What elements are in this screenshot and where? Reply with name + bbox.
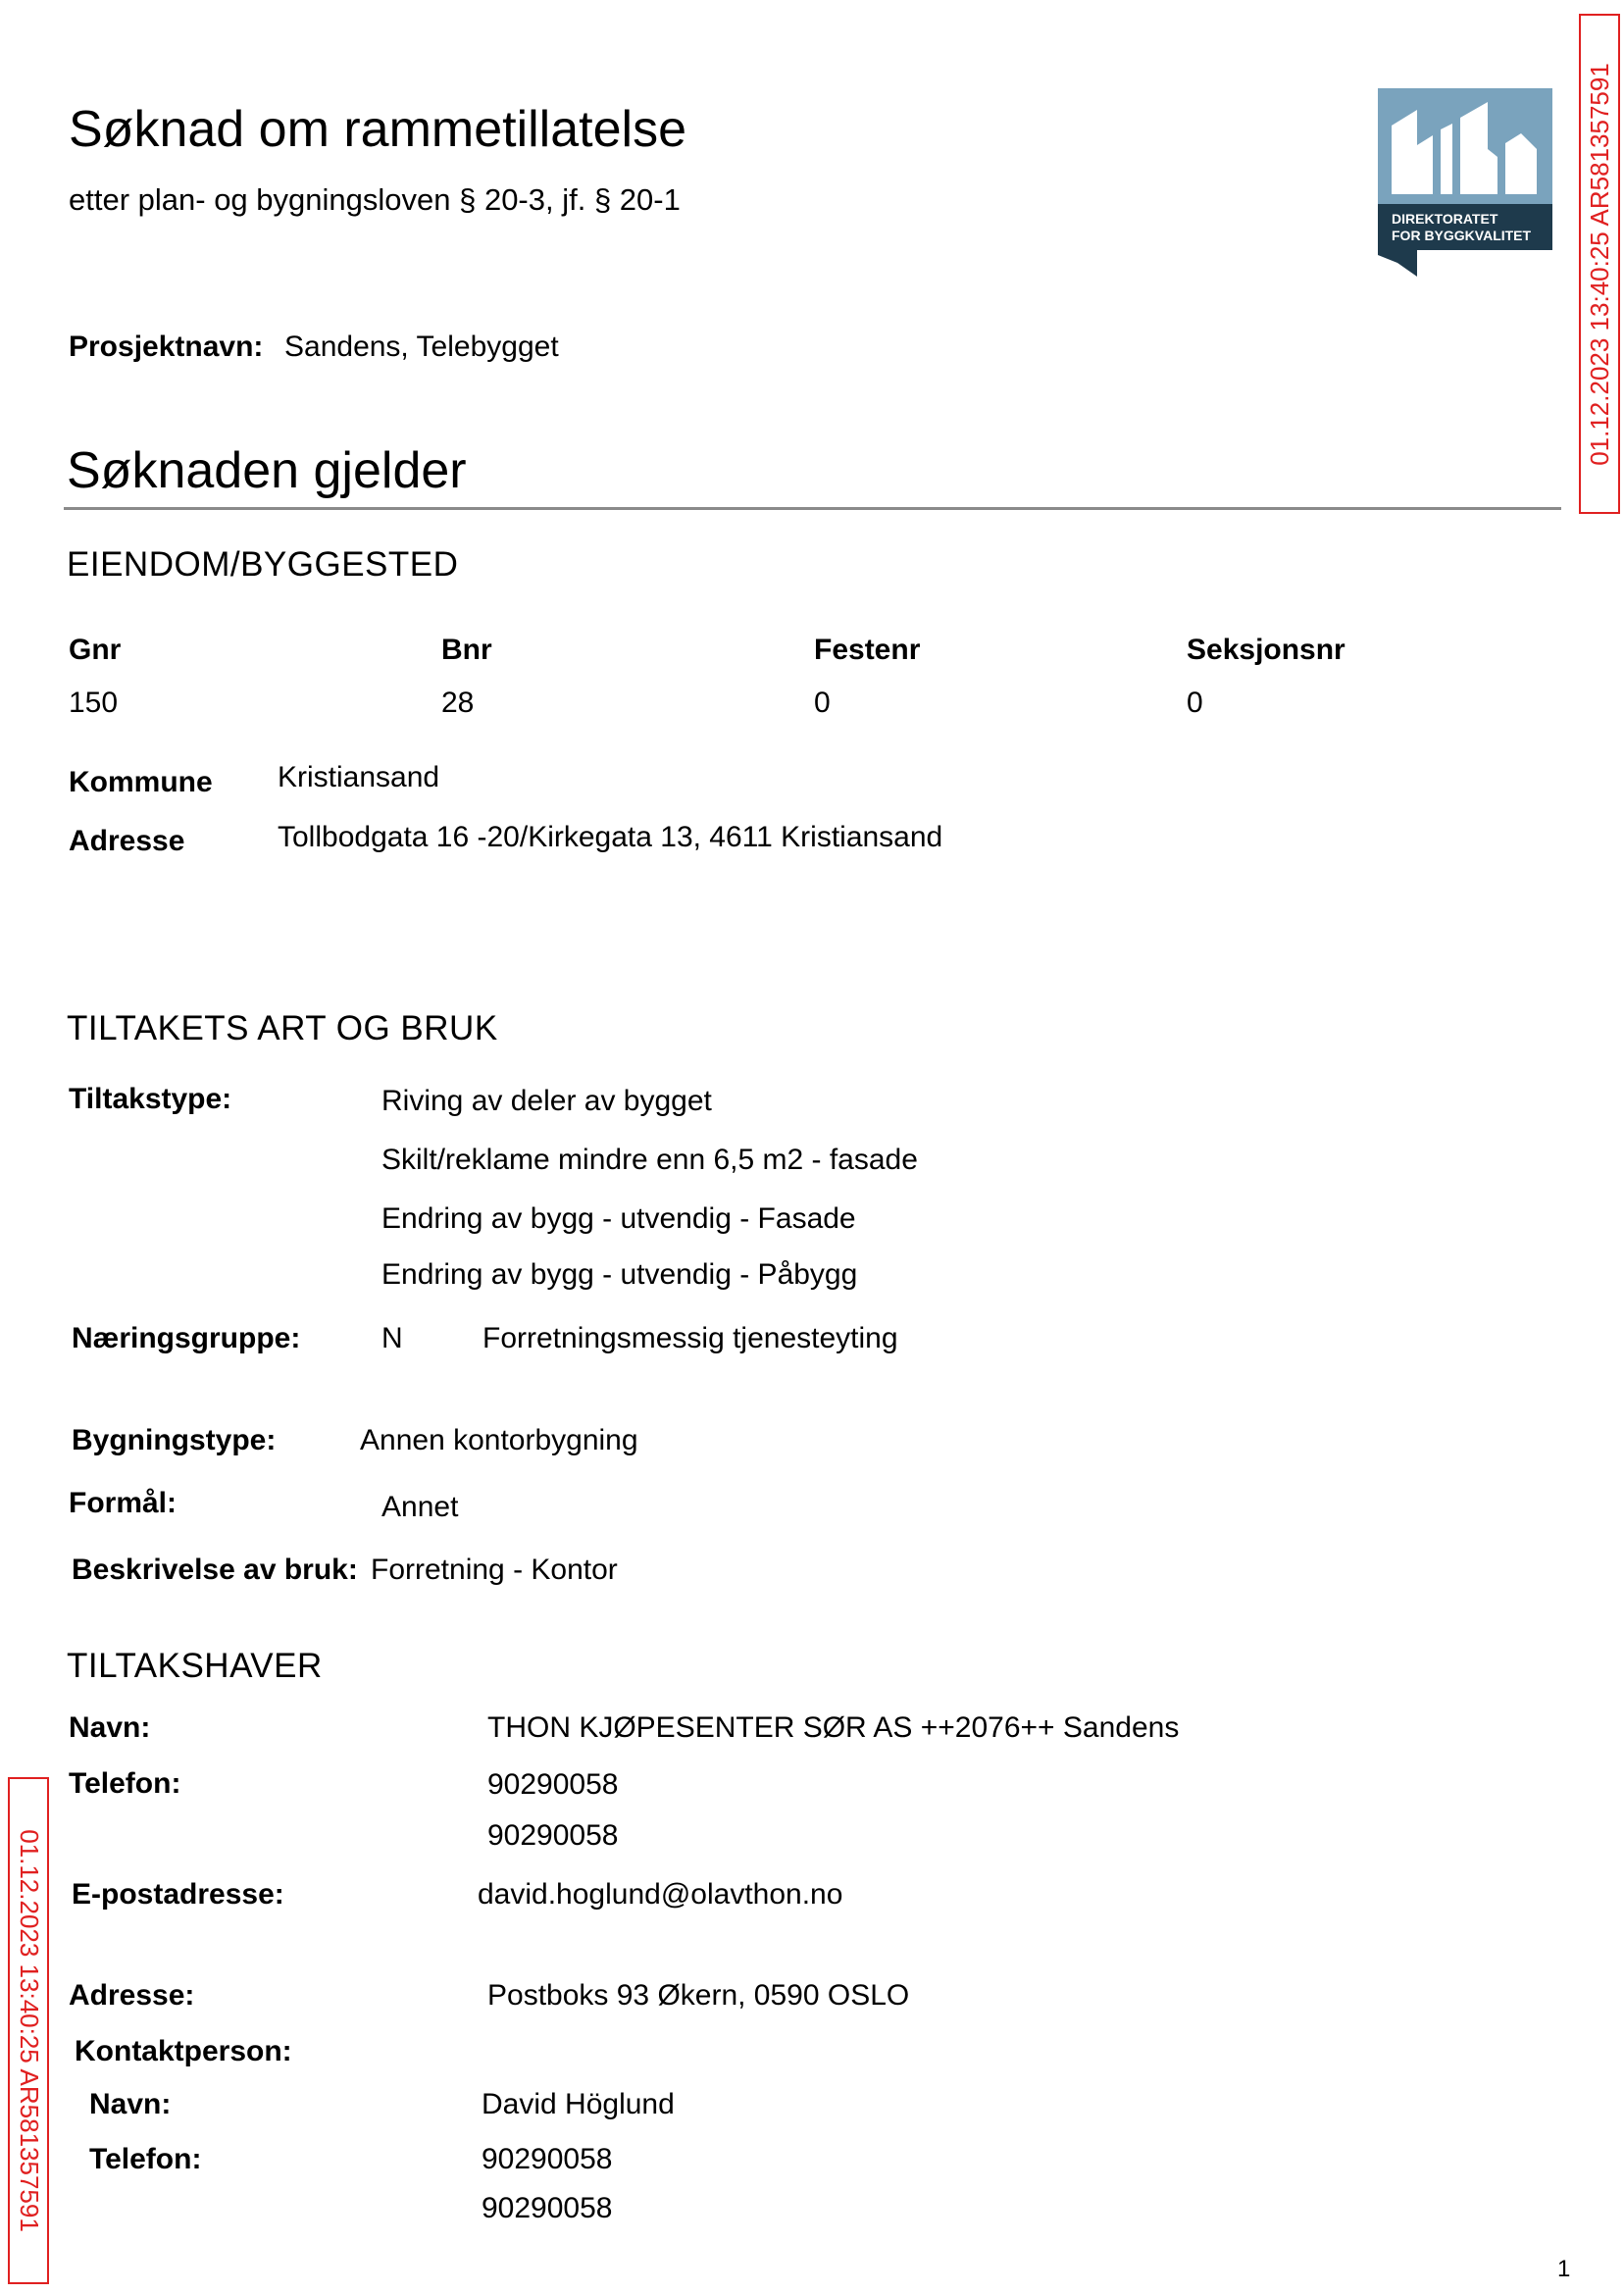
kommune-value: Kristiansand [278, 761, 440, 793]
seksjonsnr-value: 0 [1187, 687, 1203, 719]
gnr-value: 150 [69, 687, 119, 719]
naeringsgruppe-value: Forretningsmessig tjenesteyting [482, 1322, 898, 1354]
section-title: Søknaden gjelder [67, 442, 467, 499]
tiltakshaver-navn-value: THON KJØPESENTER SØR AS ++2076++ Sandens [487, 1711, 1180, 1744]
bnr-value: 28 [441, 687, 475, 719]
tiltakstype-item: Endring av bygg - utvendig - Påbygg [381, 1258, 858, 1291]
kontakt-telefon-value: 90290058 [482, 2192, 613, 2224]
project-name-value: Sandens, Telebygget [284, 331, 559, 363]
adresse-label: Adresse [69, 825, 185, 857]
tiltakstype-item: Skilt/reklame mindre enn 6,5 m2 - fasade [381, 1144, 918, 1176]
festenr-label: Festenr [814, 634, 921, 666]
tiltakstype-item: Riving av deler av bygget [381, 1085, 712, 1117]
bygningstype-label: Bygningstype: [72, 1424, 277, 1456]
page-subtitle: etter plan- og bygningsloven § 20-3, jf. § 20-1 [69, 182, 681, 217]
eiendom-heading: EIENDOM/BYGGESTED [67, 545, 459, 584]
tiltakshaver-telefon-value: 90290058 [487, 1768, 619, 1801]
logo-line-2: FOR BYGGKVALITET [1392, 228, 1532, 243]
tiltakshaver-telefon-label: Telefon: [69, 1767, 181, 1800]
seksjonsnr-label: Seksjonsnr [1187, 634, 1345, 666]
project-name-label: Prosjektnavn: [69, 331, 264, 363]
beskrivelse-value: Forretning - Kontor [371, 1554, 618, 1586]
festenr-value: 0 [814, 687, 831, 719]
beskrivelse-label: Beskrivelse av bruk: [72, 1554, 358, 1586]
kontakt-navn-label: Navn: [89, 2088, 172, 2120]
kontakt-telefon-value: 90290058 [482, 2143, 613, 2175]
kontakt-telefon-label: Telefon: [89, 2143, 202, 2175]
naeringsgruppe-label: Næringsgruppe: [72, 1322, 301, 1354]
stamp-text: 01.12.2023 13:40:25 AR581357591 [14, 1829, 44, 2232]
dibk-logo-icon [1378, 88, 1552, 277]
tiltakshaver-adresse-value: Postboks 93 Økern, 0590 OSLO [487, 1979, 910, 2012]
tiltakstype-item: Endring av bygg - utvendig - Fasade [381, 1202, 856, 1235]
section-divider [64, 507, 1561, 510]
epost-label: E-postadresse: [72, 1878, 284, 1911]
page-title: Søknad om rammetillatelse [69, 101, 686, 158]
kommune-label: Kommune [69, 766, 213, 798]
epost-value: david.hoglund@olavthon.no [478, 1878, 843, 1911]
kontakt-navn-value: David Höglund [482, 2088, 675, 2120]
tiltakshaver-navn-label: Navn: [69, 1711, 151, 1744]
tiltak-heading: TILTAKETS ART OG BRUK [67, 1009, 498, 1047]
naeringsgruppe-code: N [381, 1322, 403, 1354]
tiltakshaver-telefon-value: 90290058 [487, 1819, 619, 1852]
tiltakshaver-heading: TILTAKSHAVER [67, 1647, 323, 1685]
page-number: 1 [1557, 2256, 1571, 2282]
bnr-label: Bnr [441, 634, 492, 666]
formal-label: Formål: [69, 1487, 178, 1519]
dibk-logo [1378, 88, 1552, 277]
adresse-value: Tollbodgata 16 -20/Kirkegata 13, 4611 Kristiansand [278, 821, 943, 853]
kontaktperson-label: Kontaktperson: [75, 2035, 292, 2067]
stamp-text: 01.12.2023 13:40:25 AR581357591 [1584, 62, 1614, 466]
tiltakstype-label: Tiltakstype: [69, 1083, 232, 1115]
tiltakshaver-adresse-label: Adresse: [69, 1979, 195, 2012]
formal-value: Annet [381, 1491, 459, 1523]
stamp-top-right [1579, 14, 1620, 514]
bygningstype-value: Annen kontorbygning [360, 1424, 638, 1456]
stamp-bottom-left [8, 1777, 49, 2284]
gnr-label: Gnr [69, 634, 122, 666]
logo-line-1: DIREKTORATET [1392, 211, 1498, 227]
